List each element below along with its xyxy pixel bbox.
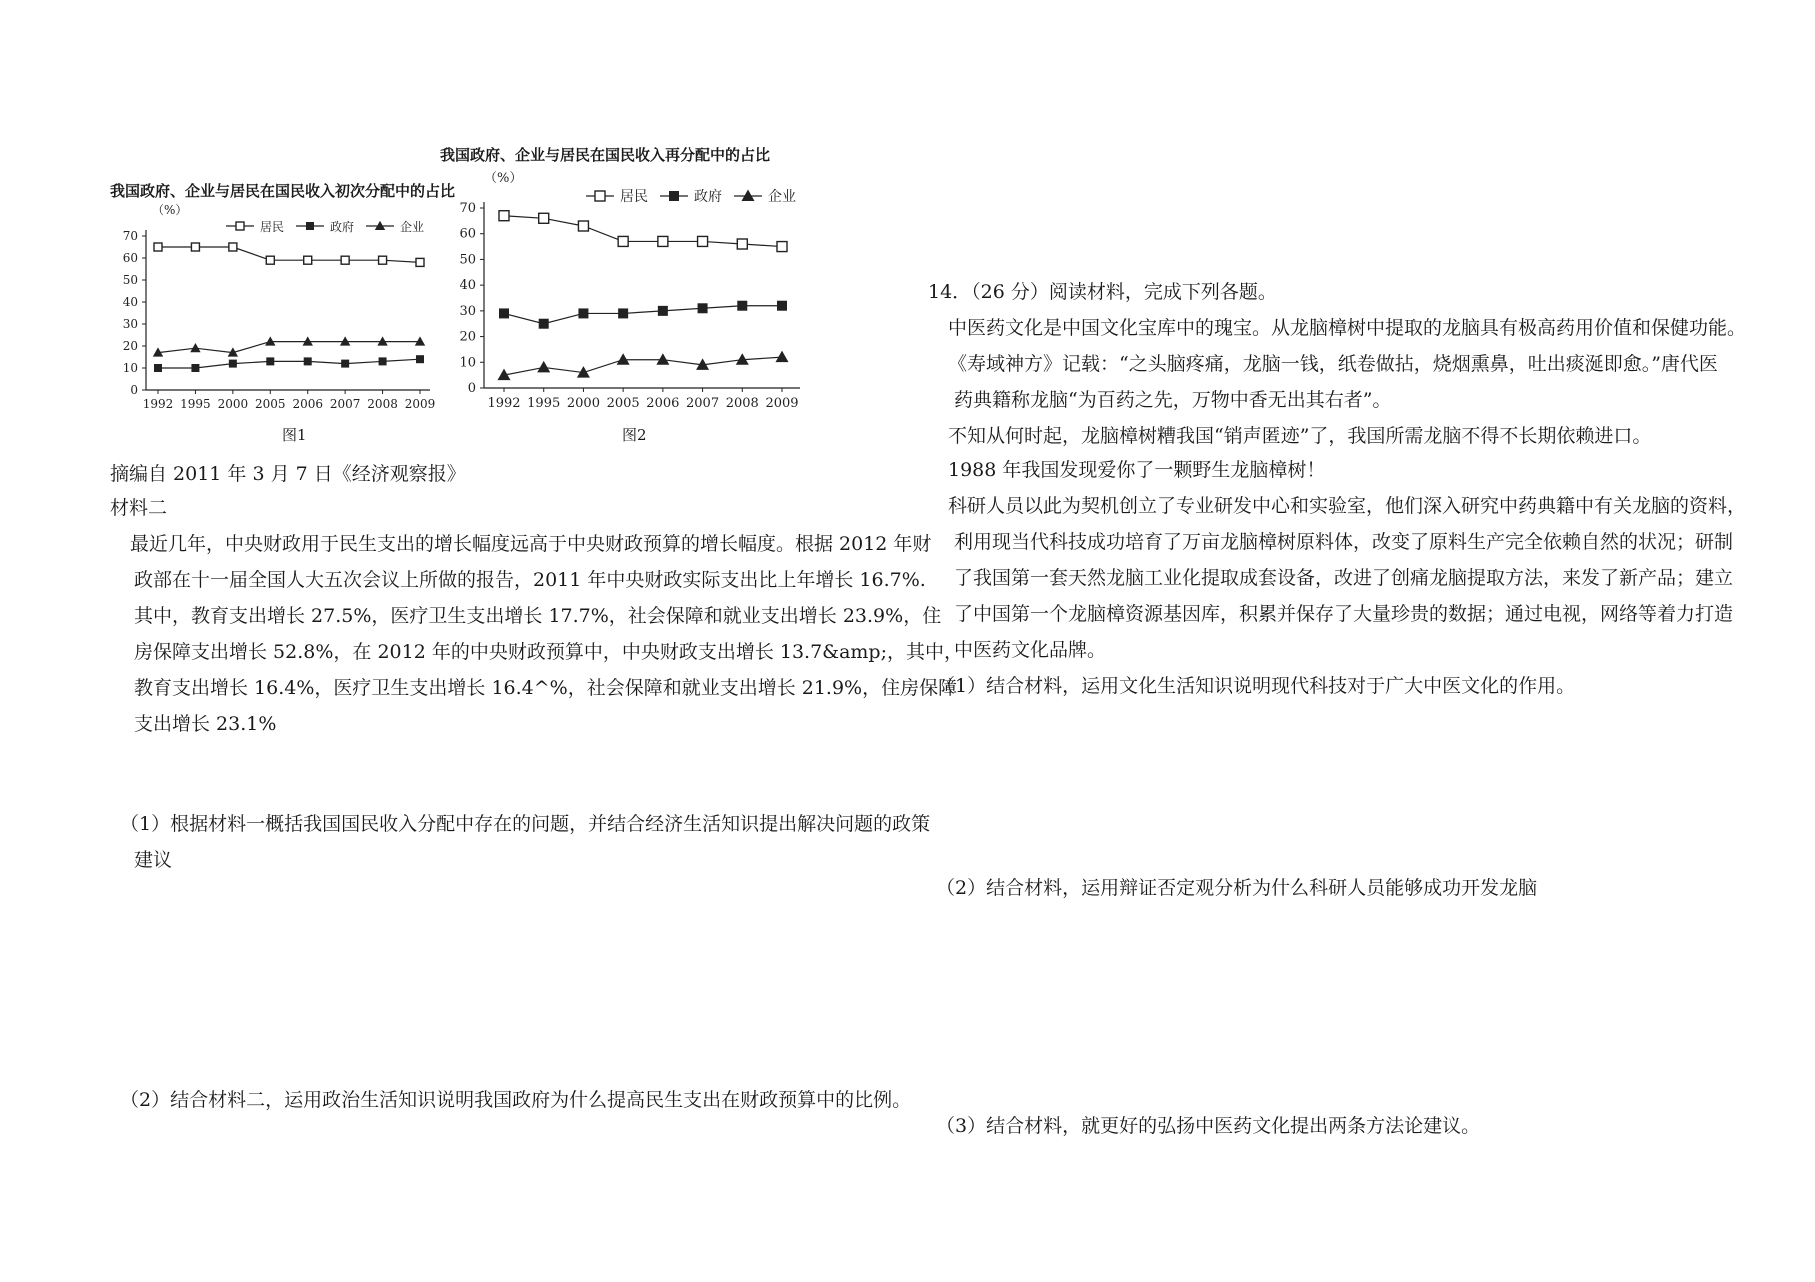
right-question-3: （3）结合材料，就更好的弘扬中医药文化提出两条方法论建议。 xyxy=(936,1115,1481,1137)
data-point xyxy=(154,243,162,251)
material-line: 了中国第一个龙脑樟资源基因库，积累并保存了大量珍贵的数据；通过电视，网络等着力打造 xyxy=(954,603,1734,625)
data-point xyxy=(379,357,387,365)
data-point xyxy=(266,357,274,365)
x-tick-label: 2000 xyxy=(217,397,249,411)
material-line: 中医药文化品牌。 xyxy=(954,639,1107,661)
y-tick-label: 10 xyxy=(122,361,138,375)
material-line: 了我国第一套天然龙脑工业化提取成套设备，改进了创痛龙脑提取方法，来发了新产品；建立 xyxy=(954,567,1734,589)
material-line: 中医药文化是中国文化宝库中的瑰宝。从龙脑樟树中提取的龙脑具有极高药用价值和保健功能。 xyxy=(948,317,1747,339)
data-point xyxy=(229,243,237,251)
x-tick-label: 2008 xyxy=(725,396,759,411)
y-tick-label: 70 xyxy=(459,201,476,216)
y-tick-label: 0 xyxy=(130,383,138,397)
y-tick-label: 20 xyxy=(122,339,138,353)
legend-label: 政府 xyxy=(330,220,355,234)
data-point xyxy=(777,301,787,311)
material2-heading: 材料二 xyxy=(110,497,168,519)
x-tick-label: 2005 xyxy=(606,396,640,411)
legend-marker xyxy=(375,221,385,230)
material2-line: 教育支出增长 16.4%，医疗卫生支出增长 16.4^%，社会保障和就业支出增长 21.9%，住房保障 xyxy=(134,677,958,699)
fig2-caption: 图2 xyxy=(622,426,647,444)
legend-marker xyxy=(669,191,679,201)
data-point xyxy=(539,319,549,329)
legend-marker xyxy=(595,191,605,201)
data-point xyxy=(416,355,424,363)
y-unit-label: （%） xyxy=(484,171,523,186)
legend-label: 政府 xyxy=(694,189,722,205)
left-question-1-cont: 建议 xyxy=(134,849,173,871)
data-point xyxy=(578,308,588,318)
y-tick-label: 50 xyxy=(122,273,138,287)
left-question-2: （2）结合材料二，运用政治生活知识说明我国政府为什么提高民生支出在财政预算中的比例。 xyxy=(120,1089,912,1111)
x-tick-label: 2000 xyxy=(566,396,600,411)
material-line: 1988 年我国发现爱你了一颗野生龙脑樟树！ xyxy=(948,459,1326,481)
data-point xyxy=(698,236,708,246)
data-point xyxy=(737,239,747,249)
data-point xyxy=(539,213,549,223)
y-tick-label: 70 xyxy=(122,229,138,243)
material-line: 《寿域神方》记载：“之头脑疼痛，龙脑一钱，纸卷做拈，烧烟熏鼻，吐出痰涎即愈。”唐代医 xyxy=(948,353,1718,375)
legend-label: 居民 xyxy=(260,220,285,234)
material2-line: 其中，教育支出增长 27.5%，医疗卫生支出增长 17.7%，社会保障和就业支出增长 23.9%，住 xyxy=(134,605,942,627)
y-tick-label: 60 xyxy=(459,226,476,242)
data-point xyxy=(658,306,668,316)
data-point xyxy=(658,236,668,246)
legend-marker xyxy=(742,190,755,202)
x-tick-label: 2009 xyxy=(404,397,436,411)
material-line: 药典籍称龙脑“为百药之先，万物中香无出其右者”。 xyxy=(954,389,1392,411)
fig1-chart xyxy=(100,196,440,416)
question-14-header: 14．（26 分）阅读材料，完成下列各题。 xyxy=(928,281,1277,303)
data-point xyxy=(578,221,588,231)
data-point xyxy=(537,361,550,373)
y-unit-label: （%） xyxy=(152,203,188,217)
x-tick-label: 1995 xyxy=(180,397,211,411)
x-tick-label: 2007 xyxy=(329,397,361,411)
material2-line: 政部在十一届全国人大五次会议上所做的报告，2011 年中央财政实际支出比上年增长 16.7%. xyxy=(134,569,926,591)
fig1-title: 我国政府、企业与居民在国民收入初次分配中的占比 xyxy=(110,182,456,200)
y-tick-label: 20 xyxy=(459,329,476,345)
x-tick-label: 1992 xyxy=(487,396,521,411)
source-note: 摘编自 2011 年 3 月 7 日《经济观察报》 xyxy=(110,463,466,485)
y-tick-label: 40 xyxy=(122,295,138,309)
y-tick-label: 30 xyxy=(122,317,138,331)
legend-label: 居民 xyxy=(620,189,648,205)
x-tick-label: 2006 xyxy=(292,397,323,411)
y-tick-label: 10 xyxy=(459,355,476,371)
data-point xyxy=(341,360,349,368)
y-tick-label: 40 xyxy=(459,278,476,294)
y-tick-label: 0 xyxy=(467,381,476,396)
data-point xyxy=(191,243,199,251)
data-point xyxy=(656,353,669,365)
data-point xyxy=(304,256,312,264)
fig1-caption: 图1 xyxy=(282,426,307,444)
x-tick-label: 2008 xyxy=(367,397,398,411)
x-tick-label: 2007 xyxy=(686,396,720,411)
fig2-title: 我国政府、企业与居民在国民收入再分配中的占比 xyxy=(440,146,771,164)
y-tick-label: 30 xyxy=(459,303,476,319)
data-point xyxy=(154,364,162,372)
legend-marker xyxy=(306,222,314,230)
data-point xyxy=(618,236,628,246)
y-tick-label: 50 xyxy=(459,252,476,268)
data-point xyxy=(777,242,787,252)
data-point xyxy=(499,211,509,221)
data-point xyxy=(341,256,349,264)
material-line: 科研人员以此为契机创立了专业研发中心和实验室，他们深入研究中药典籍中有关龙脑的资料， xyxy=(948,495,1747,517)
x-tick-label: 2005 xyxy=(255,397,286,411)
legend-label: 企业 xyxy=(768,189,796,205)
material-line: 利用现当代科技成功培育了万亩龙脑樟树原料体，改变了原料生产完全依赖自然的状况；研制 xyxy=(954,531,1734,553)
data-point xyxy=(776,351,789,363)
data-point xyxy=(499,308,509,318)
legend-marker xyxy=(236,222,244,230)
right-question-1: （1）结合材料，运用文化生活知识说明现代科技对于广大中医文化的作用。 xyxy=(936,675,1576,697)
left-question-1: （1）根据材料一概括我国国民收入分配中存在的问题，并结合经济生活知识提出解决问题的政策 xyxy=(120,813,931,835)
data-point xyxy=(618,308,628,318)
x-tick-label: 2006 xyxy=(646,396,680,411)
data-point xyxy=(266,256,274,264)
data-point xyxy=(416,258,424,266)
data-point xyxy=(379,256,387,264)
data-point xyxy=(698,303,708,313)
legend-label: 企业 xyxy=(400,220,425,234)
data-point xyxy=(737,301,747,311)
data-point xyxy=(190,343,200,352)
y-tick-label: 60 xyxy=(122,251,138,265)
data-point xyxy=(617,353,630,365)
data-point xyxy=(229,360,237,368)
right-question-2: （2）结合材料，运用辩证否定观分析为什么科研人员能够成功开发龙脑 xyxy=(936,877,1538,899)
x-tick-label: 1995 xyxy=(527,396,561,411)
material2-line: 最近几年，中央财政用于民生支出的增长幅度远高于中央财政预算的增长幅度。根据 2012 年财 xyxy=(130,533,932,555)
x-tick-label: 2009 xyxy=(765,396,799,411)
x-tick-label: 1992 xyxy=(142,397,174,411)
data-point xyxy=(304,357,312,365)
material2-line: 支出增长 23.1% xyxy=(134,713,277,735)
data-point xyxy=(191,364,199,372)
fig2-chart xyxy=(440,162,810,416)
material2-line: 房保障支出增长 52.8%，在 2012 年的中央财政预算中，中央财政支出增长 13.7&amp;，其中， xyxy=(134,641,963,663)
material-line: 不知从何时起，龙脑樟树糟我国“销声匿迹”了，我国所需龙脑不得不长期依赖进口。 xyxy=(948,425,1652,447)
